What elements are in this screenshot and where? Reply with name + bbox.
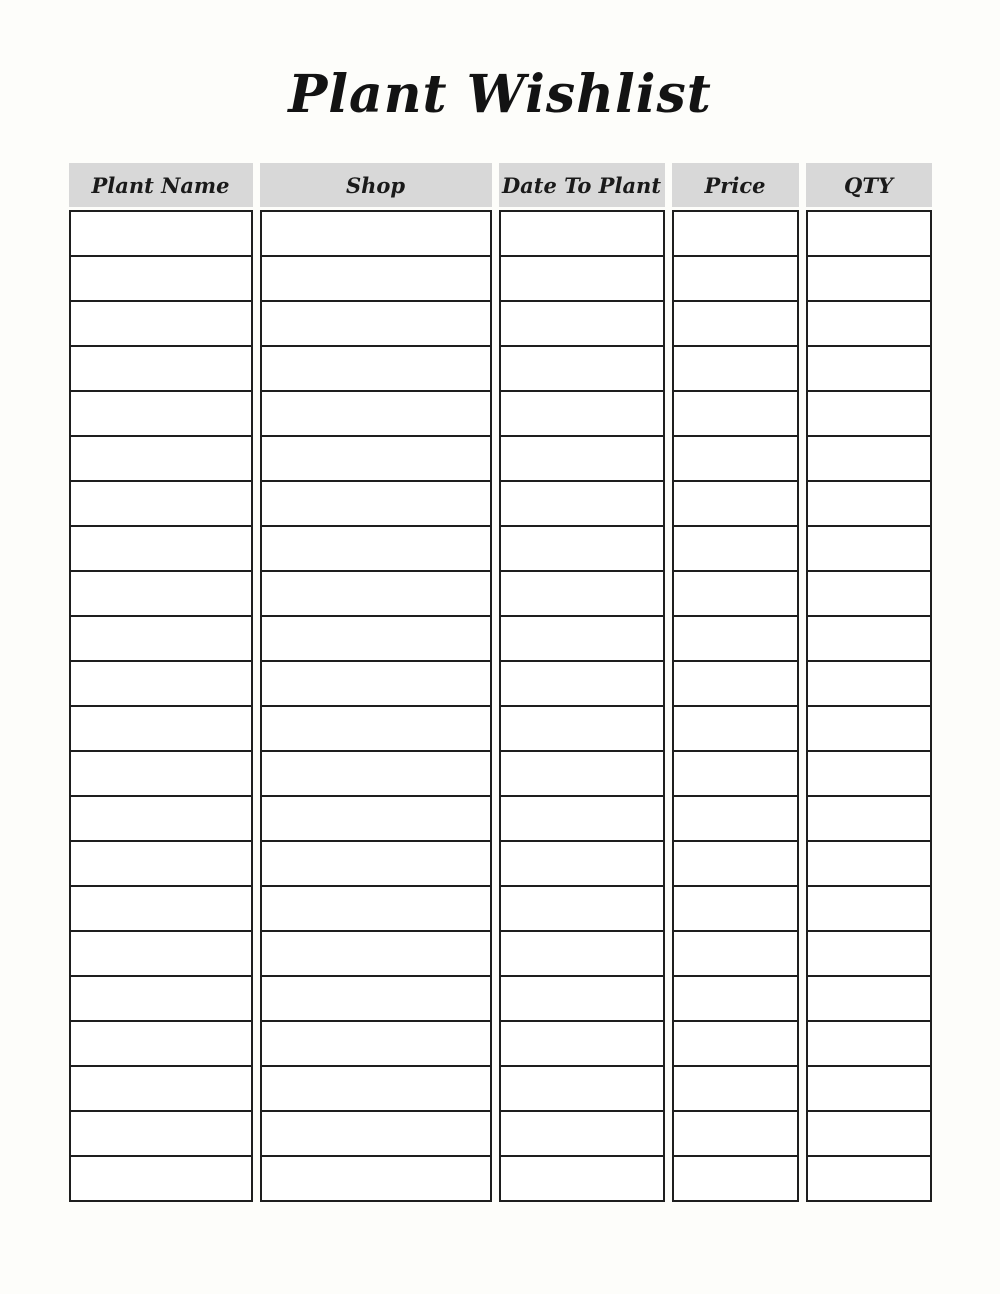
empty-cell-price xyxy=(674,527,797,572)
empty-cell-price xyxy=(674,752,797,797)
empty-cell-date-to-plant xyxy=(501,797,663,842)
empty-cell-qty xyxy=(808,302,930,347)
empty-cell-date-to-plant xyxy=(501,977,663,1022)
empty-cell-shop xyxy=(262,437,490,482)
empty-cell-date-to-plant xyxy=(501,932,663,977)
empty-cell-plant-name xyxy=(71,1067,251,1112)
empty-cell-date-to-plant xyxy=(501,527,663,572)
column-header-date-to-plant: Date To Plant xyxy=(499,163,665,207)
empty-cell-qty xyxy=(808,257,930,302)
empty-cell-shop xyxy=(262,1157,490,1200)
empty-cell-qty xyxy=(808,842,930,887)
empty-cell-date-to-plant xyxy=(501,662,663,707)
empty-cell-shop xyxy=(262,392,490,437)
column-date-to-plant xyxy=(499,163,665,1202)
empty-cell-date-to-plant xyxy=(501,707,663,752)
empty-cell-qty xyxy=(808,752,930,797)
empty-cell-shop xyxy=(262,572,490,617)
empty-cell-price xyxy=(674,1067,797,1112)
page-title: Plant Wishlist xyxy=(288,64,712,125)
empty-cell-date-to-plant xyxy=(501,347,663,392)
empty-cell-plant-name xyxy=(71,842,251,887)
empty-cell-plant-name xyxy=(71,662,251,707)
empty-cell-plant-name xyxy=(71,257,251,302)
empty-cell-price xyxy=(674,887,797,932)
empty-cell-date-to-plant xyxy=(501,482,663,527)
empty-cell-plant-name xyxy=(71,212,251,257)
empty-cell-shop xyxy=(262,887,490,932)
column-header-qty: QTY xyxy=(806,163,932,207)
column-header-plant-name: Plant Name xyxy=(69,163,253,207)
empty-cell-price xyxy=(674,1022,797,1067)
empty-cell-shop xyxy=(262,257,490,302)
empty-cell-date-to-plant xyxy=(501,1157,663,1200)
empty-cell-price xyxy=(674,392,797,437)
empty-cell-price xyxy=(674,1157,797,1200)
empty-cell-date-to-plant xyxy=(501,257,663,302)
empty-cell-qty xyxy=(808,797,930,842)
column-body-plant-name xyxy=(69,210,253,1202)
empty-cell-shop xyxy=(262,932,490,977)
column-price xyxy=(672,163,799,1202)
empty-cell-shop xyxy=(262,752,490,797)
empty-cell-qty xyxy=(808,617,930,662)
empty-cell-date-to-plant xyxy=(501,392,663,437)
empty-cell-price xyxy=(674,257,797,302)
empty-cell-plant-name xyxy=(71,437,251,482)
empty-cell-plant-name xyxy=(71,977,251,1022)
empty-cell-shop xyxy=(262,1112,490,1157)
empty-cell-shop xyxy=(262,527,490,572)
empty-cell-shop xyxy=(262,302,490,347)
empty-cell-price xyxy=(674,212,797,257)
empty-cell-shop xyxy=(262,707,490,752)
empty-cell-price xyxy=(674,977,797,1022)
empty-cell-plant-name xyxy=(71,932,251,977)
empty-cell-shop xyxy=(262,1022,490,1067)
empty-cell-qty xyxy=(808,392,930,437)
column-body-price xyxy=(672,210,799,1202)
empty-cell-plant-name xyxy=(71,482,251,527)
wishlist-table xyxy=(69,163,932,1202)
empty-cell-plant-name xyxy=(71,887,251,932)
column-header-price: Price xyxy=(672,163,799,207)
empty-cell-date-to-plant xyxy=(501,1067,663,1112)
column-qty xyxy=(806,163,932,1202)
empty-cell-date-to-plant xyxy=(501,212,663,257)
column-plant-name xyxy=(69,163,253,1202)
empty-cell-shop xyxy=(262,617,490,662)
empty-cell-date-to-plant xyxy=(501,887,663,932)
empty-cell-plant-name xyxy=(71,347,251,392)
column-header-shop: Shop xyxy=(260,163,492,207)
empty-cell-date-to-plant xyxy=(501,572,663,617)
empty-cell-qty xyxy=(808,347,930,392)
empty-cell-price xyxy=(674,707,797,752)
empty-cell-plant-name xyxy=(71,572,251,617)
empty-cell-plant-name xyxy=(71,302,251,347)
empty-cell-price xyxy=(674,482,797,527)
empty-cell-plant-name xyxy=(71,527,251,572)
empty-cell-plant-name xyxy=(71,617,251,662)
empty-cell-date-to-plant xyxy=(501,1022,663,1067)
empty-cell-price xyxy=(674,437,797,482)
empty-cell-date-to-plant xyxy=(501,302,663,347)
empty-cell-date-to-plant xyxy=(501,842,663,887)
empty-cell-qty xyxy=(808,527,930,572)
empty-cell-date-to-plant xyxy=(501,437,663,482)
empty-cell-plant-name xyxy=(71,797,251,842)
empty-cell-plant-name xyxy=(71,1157,251,1200)
column-body-shop xyxy=(260,210,492,1202)
empty-cell-price xyxy=(674,572,797,617)
empty-cell-qty xyxy=(808,977,930,1022)
empty-cell-plant-name xyxy=(71,1022,251,1067)
empty-cell-date-to-plant xyxy=(501,752,663,797)
empty-cell-plant-name xyxy=(71,752,251,797)
empty-cell-qty xyxy=(808,572,930,617)
empty-cell-shop xyxy=(262,662,490,707)
empty-cell-shop xyxy=(262,1067,490,1112)
empty-cell-price xyxy=(674,842,797,887)
empty-cell-qty xyxy=(808,887,930,932)
empty-cell-plant-name xyxy=(71,707,251,752)
empty-cell-qty xyxy=(808,932,930,977)
empty-cell-plant-name xyxy=(71,1112,251,1157)
empty-cell-qty xyxy=(808,1067,930,1112)
empty-cell-qty xyxy=(808,212,930,257)
empty-cell-date-to-plant xyxy=(501,1112,663,1157)
empty-cell-plant-name xyxy=(71,392,251,437)
empty-cell-shop xyxy=(262,212,490,257)
column-body-qty xyxy=(806,210,932,1202)
empty-cell-qty xyxy=(808,707,930,752)
empty-cell-price xyxy=(674,797,797,842)
column-body-date-to-plant xyxy=(499,210,665,1202)
empty-cell-date-to-plant xyxy=(501,617,663,662)
empty-cell-price xyxy=(674,347,797,392)
empty-cell-shop xyxy=(262,347,490,392)
empty-cell-shop xyxy=(262,482,490,527)
empty-cell-qty xyxy=(808,662,930,707)
empty-cell-price xyxy=(674,932,797,977)
empty-cell-qty xyxy=(808,1022,930,1067)
empty-cell-qty xyxy=(808,482,930,527)
column-shop xyxy=(260,163,492,1202)
empty-cell-qty xyxy=(808,437,930,482)
empty-cell-price xyxy=(674,662,797,707)
empty-cell-shop xyxy=(262,977,490,1022)
empty-cell-price xyxy=(674,1112,797,1157)
empty-cell-qty xyxy=(808,1157,930,1200)
empty-cell-price xyxy=(674,302,797,347)
empty-cell-qty xyxy=(808,1112,930,1157)
empty-cell-shop xyxy=(262,842,490,887)
empty-cell-price xyxy=(674,617,797,662)
empty-cell-shop xyxy=(262,797,490,842)
